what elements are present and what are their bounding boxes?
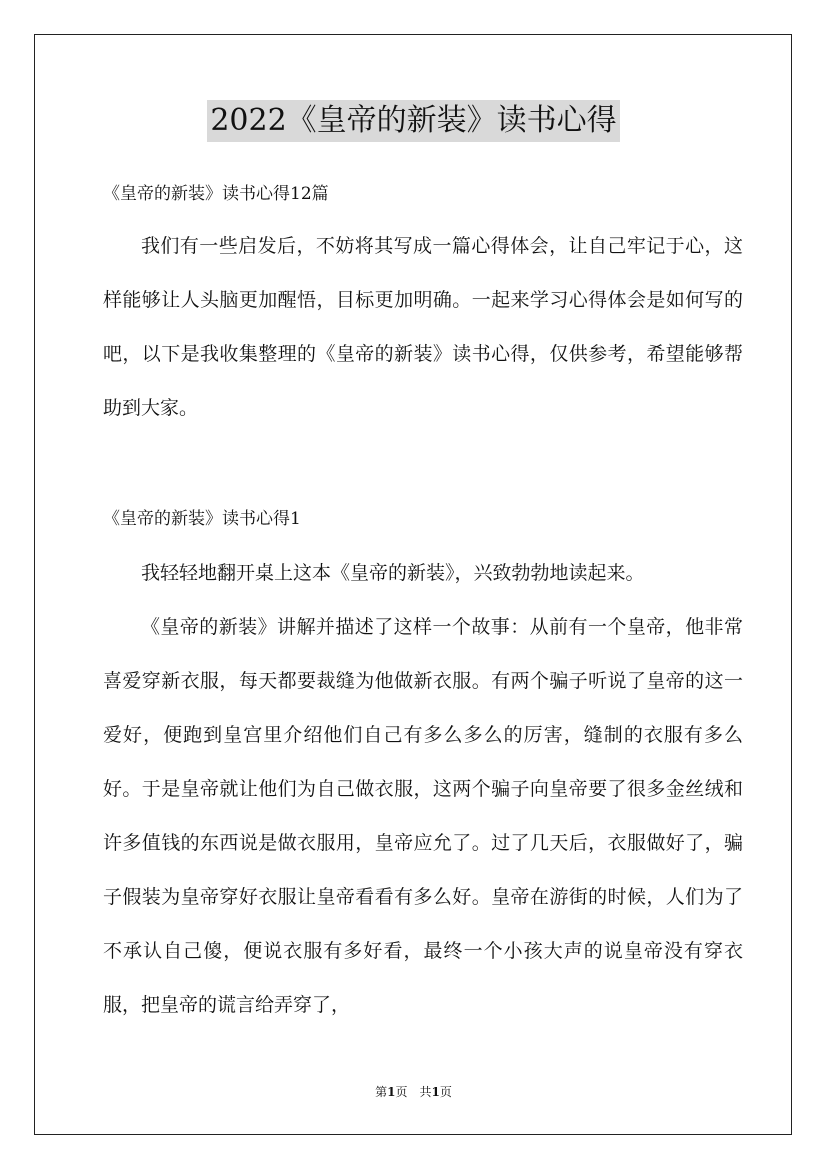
document-subtitle: 《皇帝的新装》读书心得12篇 — [103, 184, 329, 204]
section-heading: 《皇帝的新装》读书心得1 — [103, 509, 301, 529]
intro-paragraph: 我们有一些启发后，不妨将其写成一篇心得体会，让自己牢记于心，这样能够让人头脑更加醒悟，目标更加明确。一起来学习心得体会是如何写的吧，以下是我收集整理的《皇帝的新装》读书心得，仅供参考，希望能够帮助到大家。 — [103, 235, 743, 419]
document-title: 2022《皇帝的新装》读书心得 — [207, 100, 619, 142]
body-paragraph-2: 《皇帝的新装》讲解并描述了这样一个故事：从前有一个皇帝，他非常喜爱穿新衣服，每天都要裁缝为他做新衣服。有两个骗子听说了皇帝的这一爱好，便跑到皇宫里介绍他们自己有多么多么的厉害，缝制的衣服有多么好。于是皇帝就让他们为自己做衣服，这两个骗子向皇帝要了很多金丝绒和许多值钱的东西说是做衣服用，皇帝应允了。过了几天后，衣服做好了，骗子假装为皇帝穿好衣服让皇帝看看有多么好。皇帝在游街的时候，人们为了不承认自己傻，便说衣服有多好看，最终一个小孩大声的说皇帝没有穿衣服，把皇帝的谎言给弄穿了， — [103, 616, 743, 1016]
footer-page-mid: 页 共 — [395, 1085, 432, 1099]
title-container — [0, 100, 827, 142]
body-paragraph-1: 我轻轻地翻开桌上这本《皇帝的新装》，兴致勃勃地读起来。 — [141, 562, 645, 584]
footer-page-current: 1 — [387, 1085, 396, 1099]
footer-page-suffix: 页 — [439, 1085, 452, 1099]
footer-page-total: 1 — [431, 1085, 440, 1099]
footer-page-prefix: 第 — [375, 1085, 388, 1099]
page-footer — [0, 1084, 827, 1100]
